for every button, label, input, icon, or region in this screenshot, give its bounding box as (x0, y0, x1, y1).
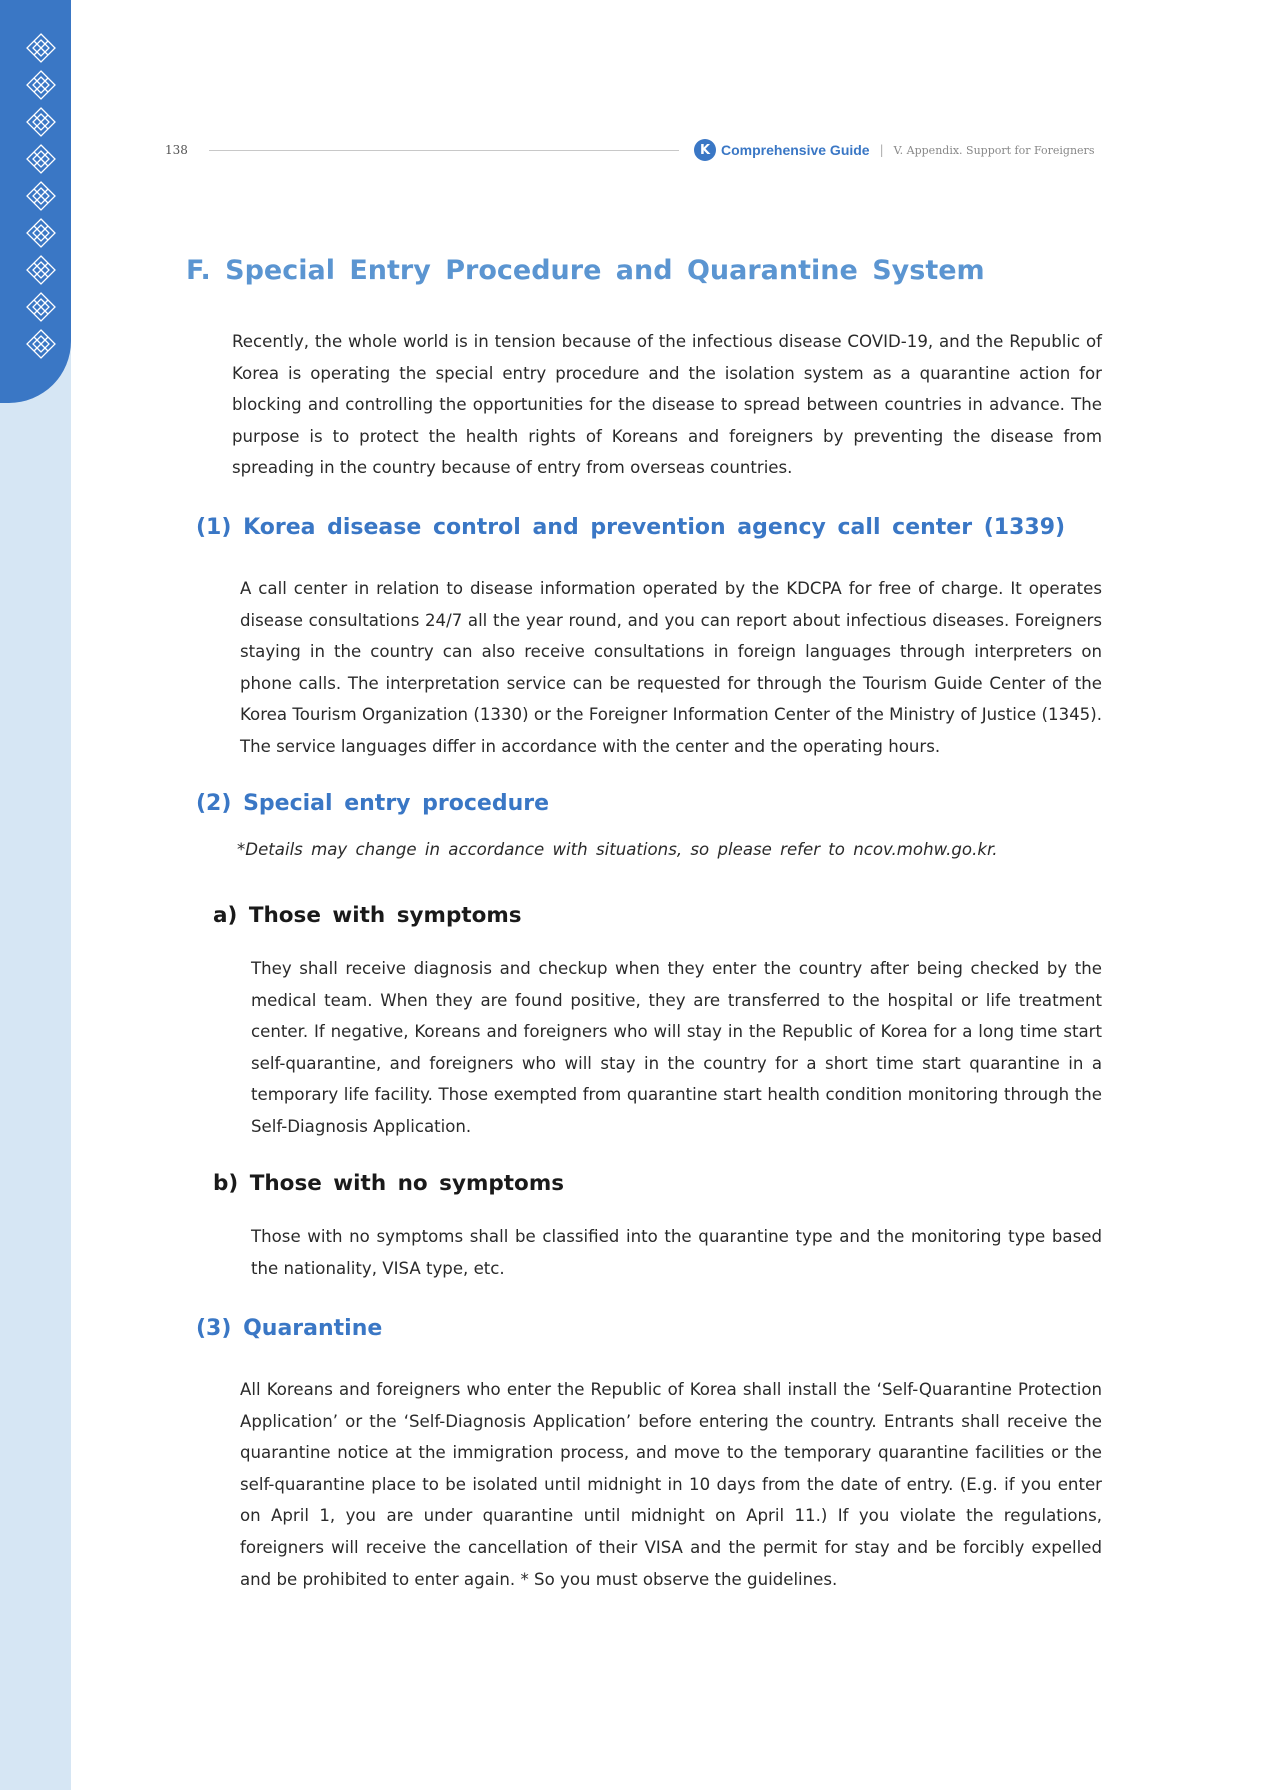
intro-paragraph: Recently, the whole world is in tension because of the infectious disease COVID-19, and the Republic of Korea is operating the special entry procedure and the isolation system as a quarantine action for blocking and controlling the opportunities for the disease to spread between countries in advance. The purpose is to protect the health rights of Koreans and foreigners by preventing the disease from spreading in the country because of entry from overseas countries. (232, 332, 1102, 478)
header-rule (209, 150, 679, 151)
knot-ornament-icon (26, 70, 56, 100)
guide-title: Comprehensive Guide (721, 142, 870, 158)
heading-special-entry: (2) Special entry procedure (196, 791, 550, 816)
section-title: F. Special Entry Procedure and Quarantine System (186, 255, 985, 286)
heading-quarantine: (3) Quarantine (196, 1316, 383, 1341)
chapter-title: V. Appendix. Support for Foreigners (893, 143, 1095, 157)
knot-ornament-icon (26, 144, 56, 174)
page-sidebar (0, 0, 71, 1790)
sidebar-tab (0, 0, 71, 403)
with-symptoms-paragraph: They shall receive diagnosis and checkup when they enter the country after being checked by the medical team. When they are found positive, they are transferred to the hospital or life treatment center. If negative, Koreans and foreigners who will stay in the Republic of Korea for a long time start self-quarantine, and foreigners who will stay in the country for a short time start quarantine in a temporary life facility. Those exempted from quarantine start health condition monitoring through the Self-Diagnosis Application. (251, 959, 1102, 1136)
knot-ornament-icon (26, 33, 56, 63)
knot-ornament-icon (26, 329, 56, 359)
knot-ornament-icon (26, 107, 56, 137)
heading-with-symptoms: a) Those with symptoms (213, 903, 522, 928)
knot-ornament-icon (26, 218, 56, 248)
heading-no-symptoms: b) Those with no symptoms (213, 1171, 565, 1196)
header-separator: | (879, 143, 884, 157)
knot-ornament-icon (26, 292, 56, 322)
knot-ornament-icon (26, 181, 56, 211)
page-number: 138 (165, 143, 188, 157)
call-center-paragraph: A call center in relation to disease information operated by the KDCPA for free of charge. It operates disease consultations 24/7 all the year round, and you can report about infectious diseases. Foreigners staying in the country can also receive consultations in foreign languages through interpreters on phone calls. The interpretation service can be requested for through the Tourism Guide Center of the Korea Tourism Organization (1330) or the Foreigner Information Center of the Ministry of Justice (1345). The service languages differ in accordance with the center and the operating hours. (240, 579, 1102, 756)
heading-call-center: (1) Korea disease control and prevention agency call center (1339) (196, 515, 1066, 540)
running-header (694, 137, 1094, 163)
quarantine-paragraph: All Koreans and foreigners who enter the Republic of Korea shall install the ‘Self-Quarantine Protection Application’ or the ‘Self-Diagnosis Application’ before entering the country. Entrants shall receive the quarantine notice at the immigration process, and move to the temporary quarantine facilities or the self-quarantine place to be isolated until midnight in 10 days from the date of entry. (E.g. if you enter on April 1, you are under quarantine until midnight on April 11.) If you violate the regulations, foreigners will receive the cancellation of their VISA and the permit for stay and be forcibly expelled and be prohibited to enter again. * So you must observe the guidelines. (240, 1380, 1102, 1589)
details-note: *Details may change in accordance with situations, so please refer to ncov.mohw.go.kr. (237, 840, 998, 859)
knot-ornament-icon (26, 255, 56, 285)
k-logo-icon: K (694, 139, 716, 161)
no-symptoms-paragraph: Those with no symptoms shall be classified into the quarantine type and the monitoring type based the nationality, VISA type, etc. (251, 1227, 1102, 1278)
